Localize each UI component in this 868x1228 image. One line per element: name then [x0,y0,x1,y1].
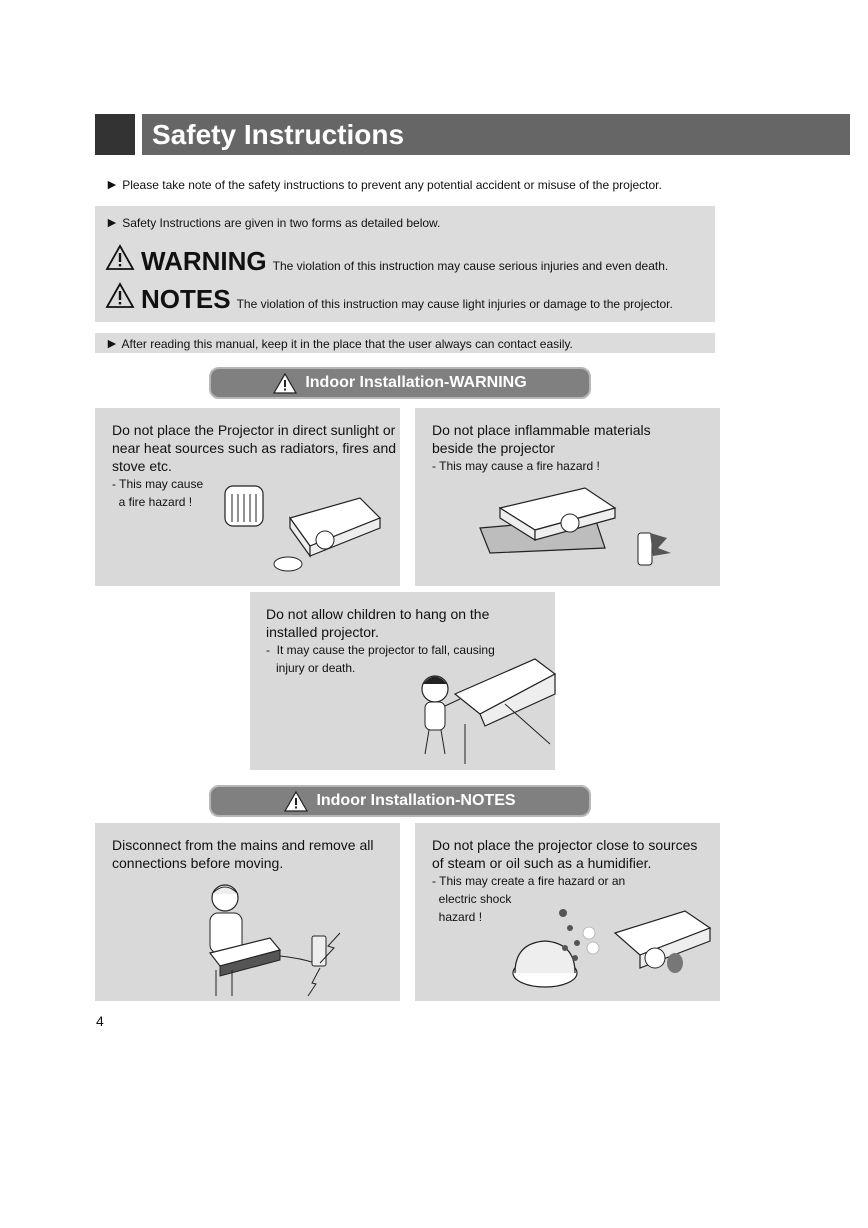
panel-inflammable [415,408,720,586]
panel-sub-line: - This may create a fire hazard or an [432,874,626,888]
panel-main-line: of steam or oil such as a humidifier. [432,855,652,871]
panel-sub-line: a fire hazard ! [112,495,193,509]
panel-children [250,592,555,770]
intro-line [105,176,662,193]
projector-with-flammable-illustration [475,478,715,578]
right-pointer-icon: ► [105,176,119,192]
notes-label: NOTES [141,284,231,314]
panel-sub-line: electric shock [432,892,512,906]
page-title: Safety Instructions [152,119,405,150]
forms-text: Safety Instructions are given in two forms as detailed below. [122,216,441,230]
section-title-warning: Indoor Installation-WARNING [305,374,527,391]
panel-main-line: stove etc. [112,458,172,474]
panel-main-line: beside the projector [432,440,555,456]
warning-row [105,244,668,277]
panel-main-line: Disconnect from the mains and remove all [112,837,374,853]
projector-near-heater-illustration [220,478,390,578]
right-pointer-icon: ► [105,335,119,351]
panel-main-line: Do not place inflammable materials [432,422,651,438]
panel-main-line: installed projector. [266,624,379,640]
notes-description: The violation of this instruction may cause light injuries or damage to the projector. [236,297,673,311]
warning-triangle-icon [284,791,308,812]
intro-text: Please take note of the safety instructions to prevent any potential accident or misuse of the projector. [122,178,662,192]
projector-near-kettle-illustration [505,903,715,998]
forms-line [105,214,440,231]
panel-main-line: Do not allow children to hang on the [266,606,490,622]
after-text: After reading this manual, keep it in the place that the user always can contact easily. [121,337,573,351]
notes-row [105,282,673,315]
warning-label: WARNING [141,246,267,276]
panel-main-line: near heat sources such as radiators, fires and [112,440,397,456]
panel-main-line: connections before moving. [112,855,284,871]
panel-sub-line: injury or death. [266,661,356,675]
panel-sub-line: hazard ! [432,910,483,924]
child-hanging-on-projector-illustration [405,654,555,766]
warning-triangle-icon [273,373,297,394]
warning-triangle-icon [105,244,135,270]
after-line [105,335,573,352]
panel-steam [415,823,720,1001]
section-title-notes: Indoor Installation-NOTES [316,792,516,809]
panel-sub-line: - It may cause the projector to fall, causing [266,643,495,657]
panel-main-line: Do not place the projector close to sources [432,837,698,853]
page-number: 4 [96,1013,104,1029]
warning-description: The violation of this instruction may cause serious injuries and even death. [272,259,669,273]
section-header-warning [209,367,591,399]
panel-sunlight [95,408,400,586]
right-pointer-icon: ► [105,214,119,230]
panel-disconnect [95,823,400,1001]
title-accent-block [95,114,135,155]
panel-sub-line: - This may cause [112,477,204,491]
warning-triangle-icon [105,282,135,308]
panel-sub-line: - This may cause a fire hazard ! [432,459,600,473]
person-carrying-projector-illustration [200,878,360,998]
panel-main-line: Do not place the Projector in direct sunlight or [112,422,396,438]
section-header-notes [209,785,591,817]
